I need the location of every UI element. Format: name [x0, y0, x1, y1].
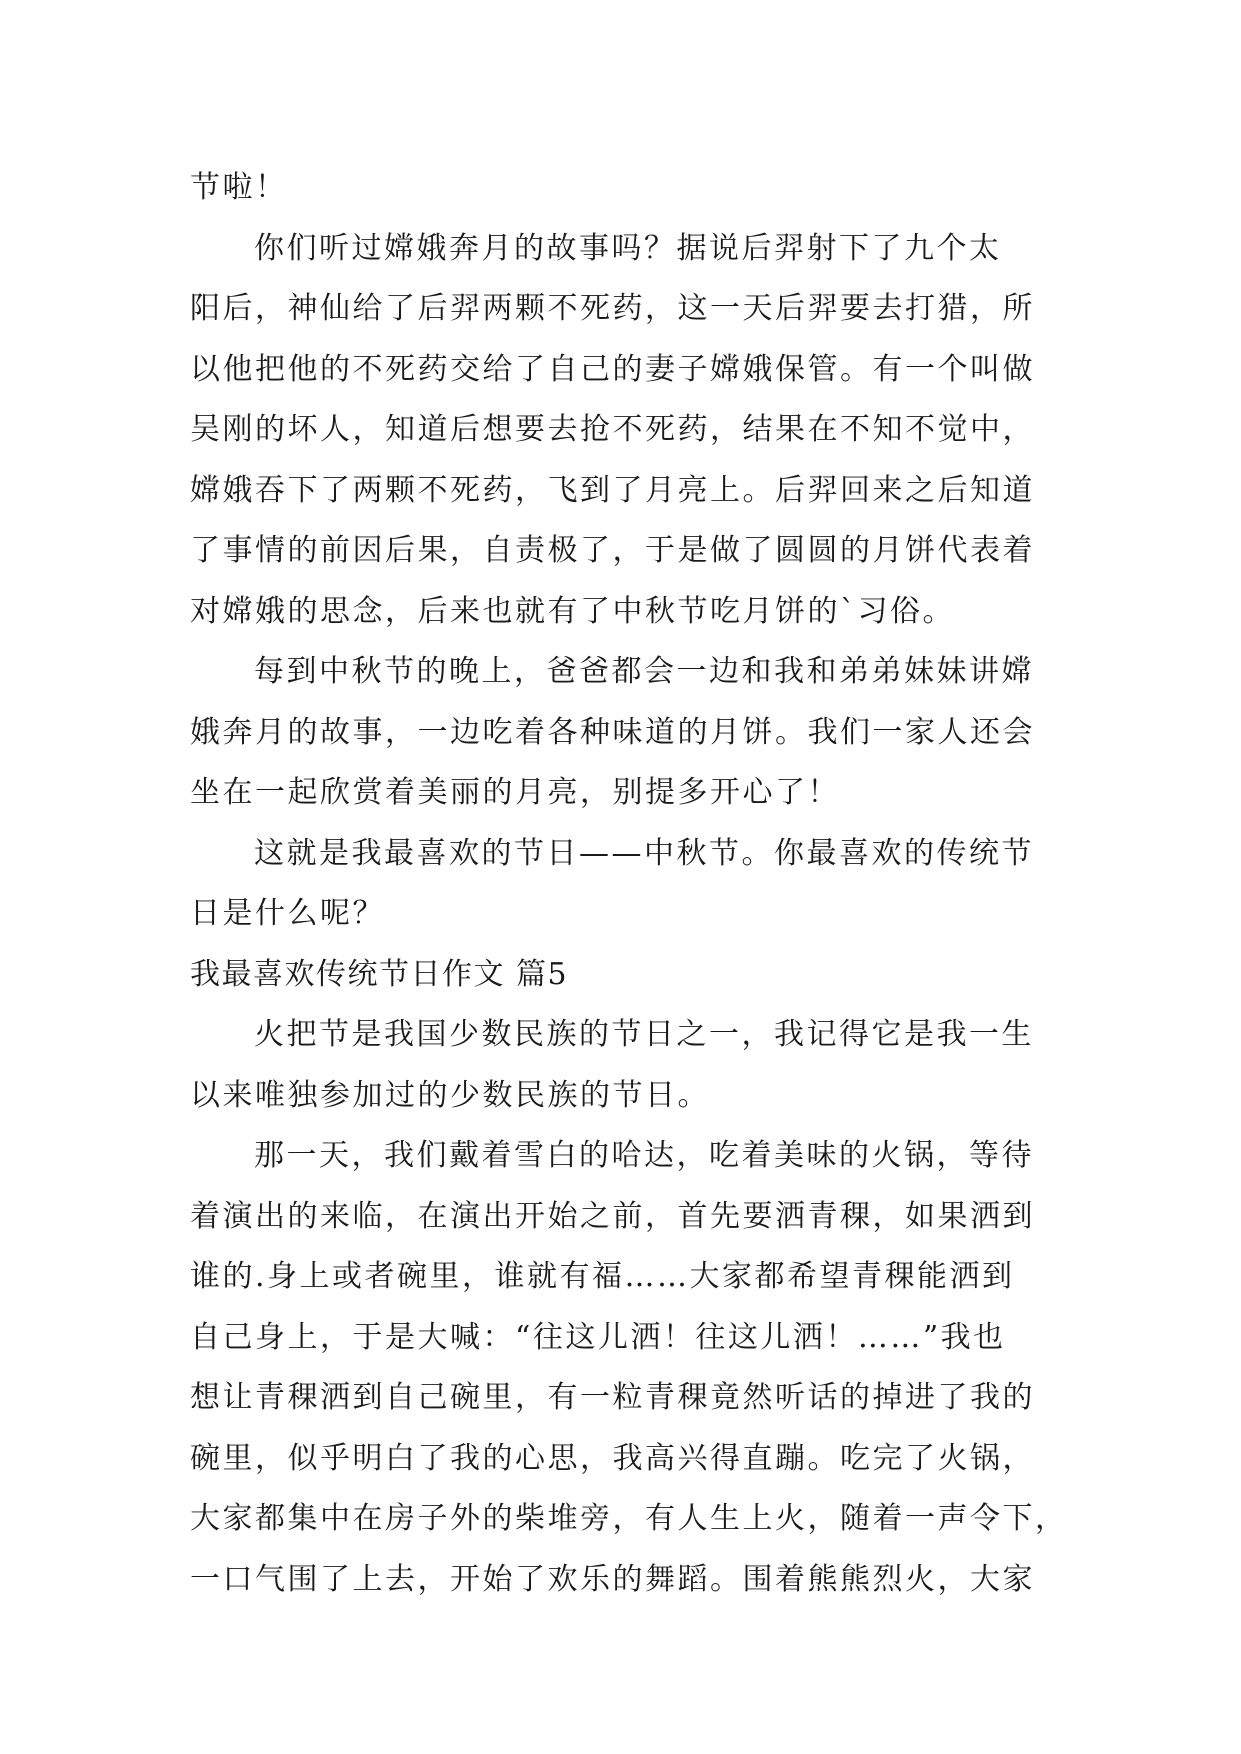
- text-line: 吴刚的坏人，知道后想要去抢不死药，结果在不知不觉中，: [190, 412, 1035, 447]
- text-line: 大家都集中在房子外的柴堆旁，有人生上火，随着一声令下，: [190, 1501, 1068, 1536]
- text-line: 娥奔月的故事，一边吃着各种味道的月饼。我们一家人还会: [190, 714, 1035, 750]
- paragraph-torch-festival-intro: [190, 1005, 1070, 1126]
- text-line: 以来唯独参加过的少数民族的节日。: [190, 1077, 710, 1113]
- text-line: 坐在一起欣赏着美丽的月亮，别提多开心了！: [190, 775, 840, 810]
- paragraph-favorite-festival: [190, 824, 1070, 945]
- text-line: 这就是我最喜欢的节日——中秋节。你最喜欢的传统节: [254, 835, 1034, 871]
- text-line: 自己身上，于是大喊：“往这儿洒！往这儿洒！……”我也: [190, 1319, 1006, 1355]
- text-line: 一口气围了上去，开始了欢乐的舞蹈。围着熊熊烈火，大家: [190, 1561, 1035, 1597]
- text-line: 了事情的前因后果，自责极了，于是做了圆圆的月饼代表着: [190, 533, 1035, 568]
- text-line: 阳后，神仙给了后羿两颗不死药，这一天后羿要去打猎，所: [190, 291, 1035, 326]
- section-heading: 我最喜欢传统节日作文 篇5: [190, 956, 569, 992]
- text-line: 着演出的来临，在演出开始之前，首先要洒青稞，如果洒到: [190, 1198, 1035, 1234]
- text-line: 谁的.身上或者碗里，谁就有福……大家都希望青稞能洒到: [190, 1259, 1015, 1294]
- text-line: 每到中秋节的晚上，爸爸都会一边和我和弟弟妹妹讲嫦: [254, 654, 1034, 689]
- text-line: 节啦！: [190, 170, 288, 205]
- paragraph-torch-festival-day: [190, 1126, 1070, 1610]
- text-line: 日是什么呢？: [190, 896, 385, 931]
- text-line: 对嫦娥的思念，后来也就有了中秋节吃月饼的`习俗。: [190, 593, 955, 629]
- continuation-paragraph: [190, 158, 1070, 219]
- paragraph-change-story: [190, 219, 1070, 643]
- text-line: 碗里，似乎明白了我的心思，我高兴得直蹦。吃完了火锅，: [190, 1440, 1035, 1476]
- text-line: 那一天，我们戴着雪白的哈达，吃着美味的火锅，等待: [254, 1138, 1034, 1173]
- text-line: 你们听过嫦娥奔月的故事吗？据说后羿射下了九个太: [254, 230, 1002, 266]
- text-line: 想让青稞洒到自己碗里，有一粒青稞竟然听话的掉进了我的: [190, 1380, 1035, 1415]
- text-line: 以他把他的不死药交给了自己的妻子嫦娥保管。有一个叫做: [190, 351, 1035, 387]
- document-page: [190, 158, 1070, 1610]
- text-line: 嫦娥吞下了两颗不死药，飞到了月亮上。后羿回来之后知道: [190, 472, 1035, 508]
- text-line: 火把节是我国少数民族的节日之一，我记得它是我一生: [254, 1017, 1034, 1052]
- paragraph-mid-autumn-evening: [190, 642, 1070, 824]
